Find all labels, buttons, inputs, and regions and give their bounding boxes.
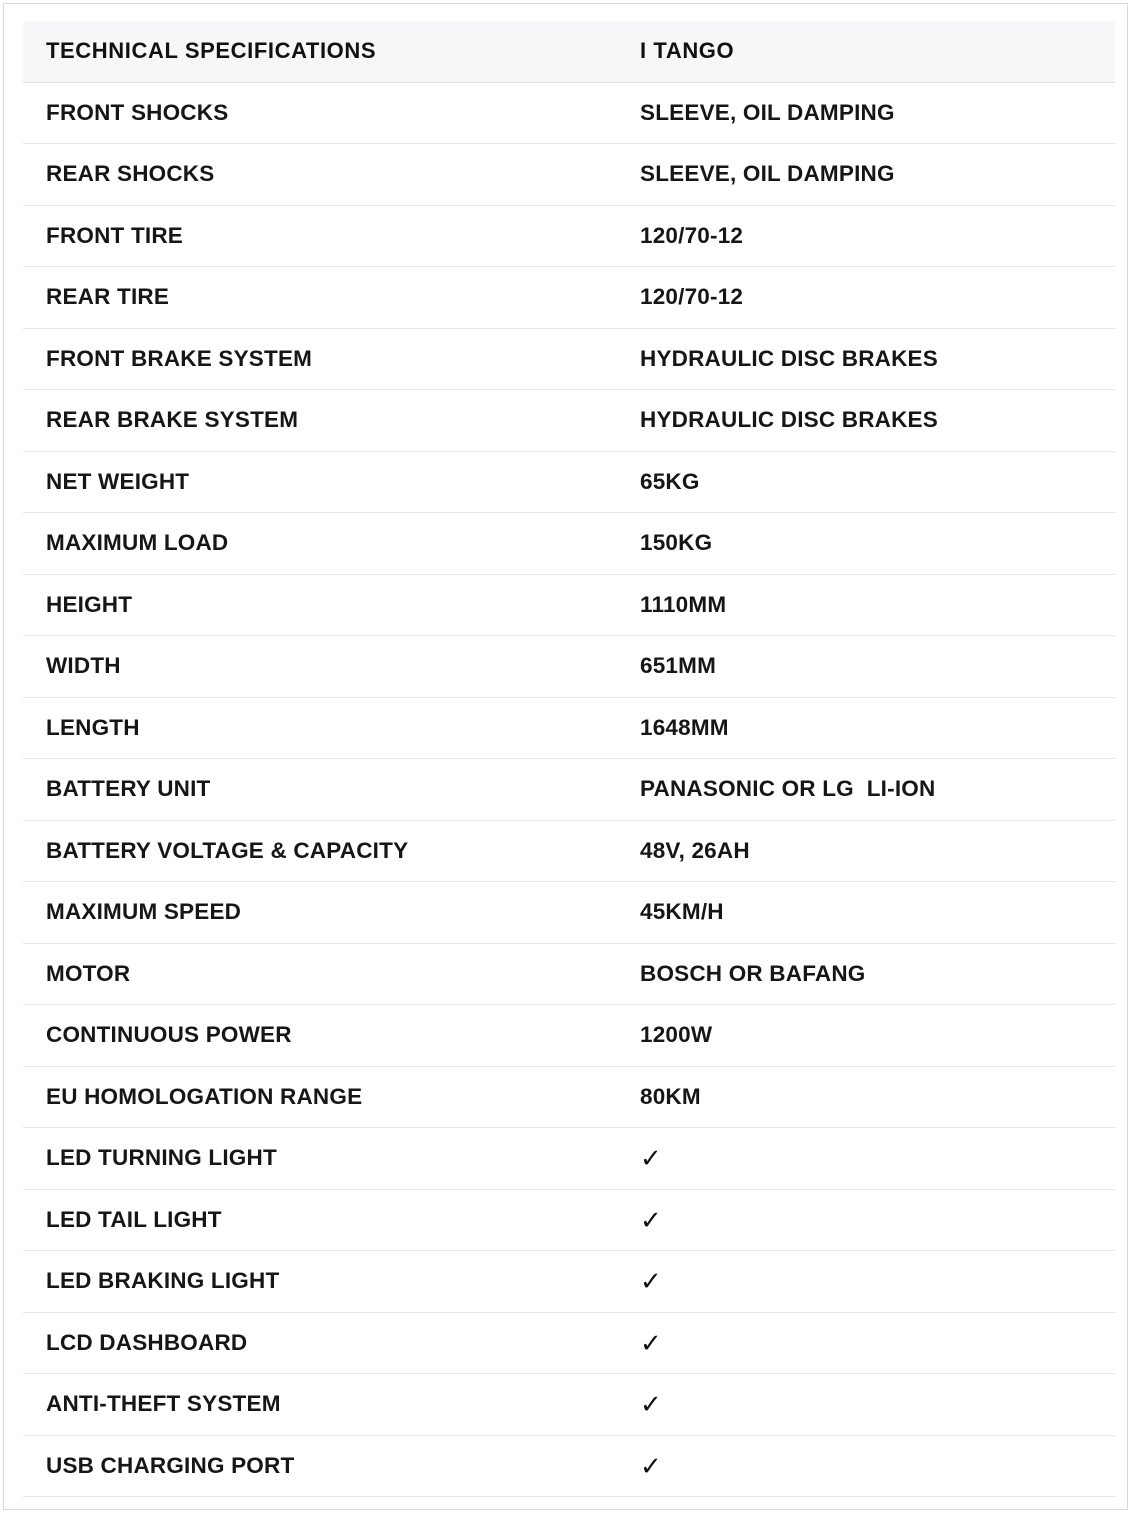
spec-value: 120/70-12 [617, 267, 1115, 329]
spec-value: 45KM/H [617, 882, 1115, 944]
table-row [23, 1312, 1115, 1374]
spec-label: LED TURNING LIGHT [23, 1128, 617, 1190]
spec-value: 1200W [617, 1005, 1115, 1067]
spec-value-check [617, 1128, 1115, 1190]
table-row [23, 390, 1115, 452]
table-row [23, 697, 1115, 759]
spec-sheet-frame [3, 3, 1128, 1510]
table-row [23, 1251, 1115, 1313]
spec-value: 1648MM [617, 697, 1115, 759]
table-row [23, 328, 1115, 390]
table-row [23, 451, 1115, 513]
spec-label: REAR BRAKE SYSTEM [23, 390, 617, 452]
table-row [23, 820, 1115, 882]
spec-label: MOTOR [23, 943, 617, 1005]
spec-value: 651MM [617, 636, 1115, 698]
table-row [23, 1005, 1115, 1067]
spec-label: ANTI-THEFT SYSTEM [23, 1374, 617, 1436]
checkmark-icon: ✓ [640, 1451, 662, 1482]
spec-value: 65KG [617, 451, 1115, 513]
table-row [23, 82, 1115, 144]
spec-label: REAR TIRE [23, 267, 617, 329]
spec-label: FRONT TIRE [23, 205, 617, 267]
spec-label: REAR SHOCKS [23, 144, 617, 206]
spec-value-check [617, 1189, 1115, 1251]
spec-value-check [617, 1312, 1115, 1374]
spec-label: WIDTH [23, 636, 617, 698]
checkmark-icon: ✓ [640, 1144, 662, 1175]
spec-value: 80KM [617, 1066, 1115, 1128]
table-row [23, 267, 1115, 329]
spec-table-header [23, 21, 1115, 82]
spec-table-body [23, 82, 1115, 1497]
table-row [23, 1435, 1115, 1497]
table-row [23, 943, 1115, 1005]
header-model-column: I TANGO [617, 21, 1115, 82]
header-spec-column: TECHNICAL SPECIFICATIONS [23, 21, 617, 82]
spec-value: SLEEVE, OIL DAMPING [617, 82, 1115, 144]
spec-label: LED BRAKING LIGHT [23, 1251, 617, 1313]
spec-label: USB CHARGING PORT [23, 1435, 617, 1497]
table-row [23, 882, 1115, 944]
spec-label: EU HOMOLOGATION RANGE [23, 1066, 617, 1128]
checkmark-icon: ✓ [640, 1205, 662, 1236]
table-row [23, 1066, 1115, 1128]
spec-value: 150KG [617, 513, 1115, 575]
spec-label: HEIGHT [23, 574, 617, 636]
spec-value: 1110MM [617, 574, 1115, 636]
table-row [23, 1189, 1115, 1251]
spec-value: 120/70-12 [617, 205, 1115, 267]
spec-label: NET WEIGHT [23, 451, 617, 513]
spec-label: MAXIMUM SPEED [23, 882, 617, 944]
spec-label: FRONT SHOCKS [23, 82, 617, 144]
table-row [23, 759, 1115, 821]
checkmark-icon: ✓ [640, 1328, 662, 1359]
table-row [23, 636, 1115, 698]
header-row [23, 21, 1115, 82]
spec-value-check [617, 1435, 1115, 1497]
spec-value: PANASONIC OR LG LI-ION [617, 759, 1115, 821]
spec-label: MAXIMUM LOAD [23, 513, 617, 575]
spec-value: 48V, 26AH [617, 820, 1115, 882]
spec-label: BATTERY VOLTAGE & CAPACITY [23, 820, 617, 882]
spec-label: LENGTH [23, 697, 617, 759]
table-row [23, 144, 1115, 206]
spec-value: SLEEVE, OIL DAMPING [617, 144, 1115, 206]
table-row [23, 1128, 1115, 1190]
checkmark-icon: ✓ [640, 1267, 662, 1298]
table-row [23, 513, 1115, 575]
spec-label: FRONT BRAKE SYSTEM [23, 328, 617, 390]
spec-table [23, 21, 1115, 1497]
spec-value-check [617, 1374, 1115, 1436]
table-row [23, 205, 1115, 267]
checkmark-icon: ✓ [640, 1390, 662, 1421]
spec-label: LCD DASHBOARD [23, 1312, 617, 1374]
table-row [23, 1374, 1115, 1436]
spec-value: HYDRAULIC DISC BRAKES [617, 328, 1115, 390]
spec-label: CONTINUOUS POWER [23, 1005, 617, 1067]
table-row [23, 574, 1115, 636]
spec-label: LED TAIL LIGHT [23, 1189, 617, 1251]
spec-label: BATTERY UNIT [23, 759, 617, 821]
spec-value: HYDRAULIC DISC BRAKES [617, 390, 1115, 452]
spec-value: BOSCH OR BAFANG [617, 943, 1115, 1005]
spec-value-check [617, 1251, 1115, 1313]
